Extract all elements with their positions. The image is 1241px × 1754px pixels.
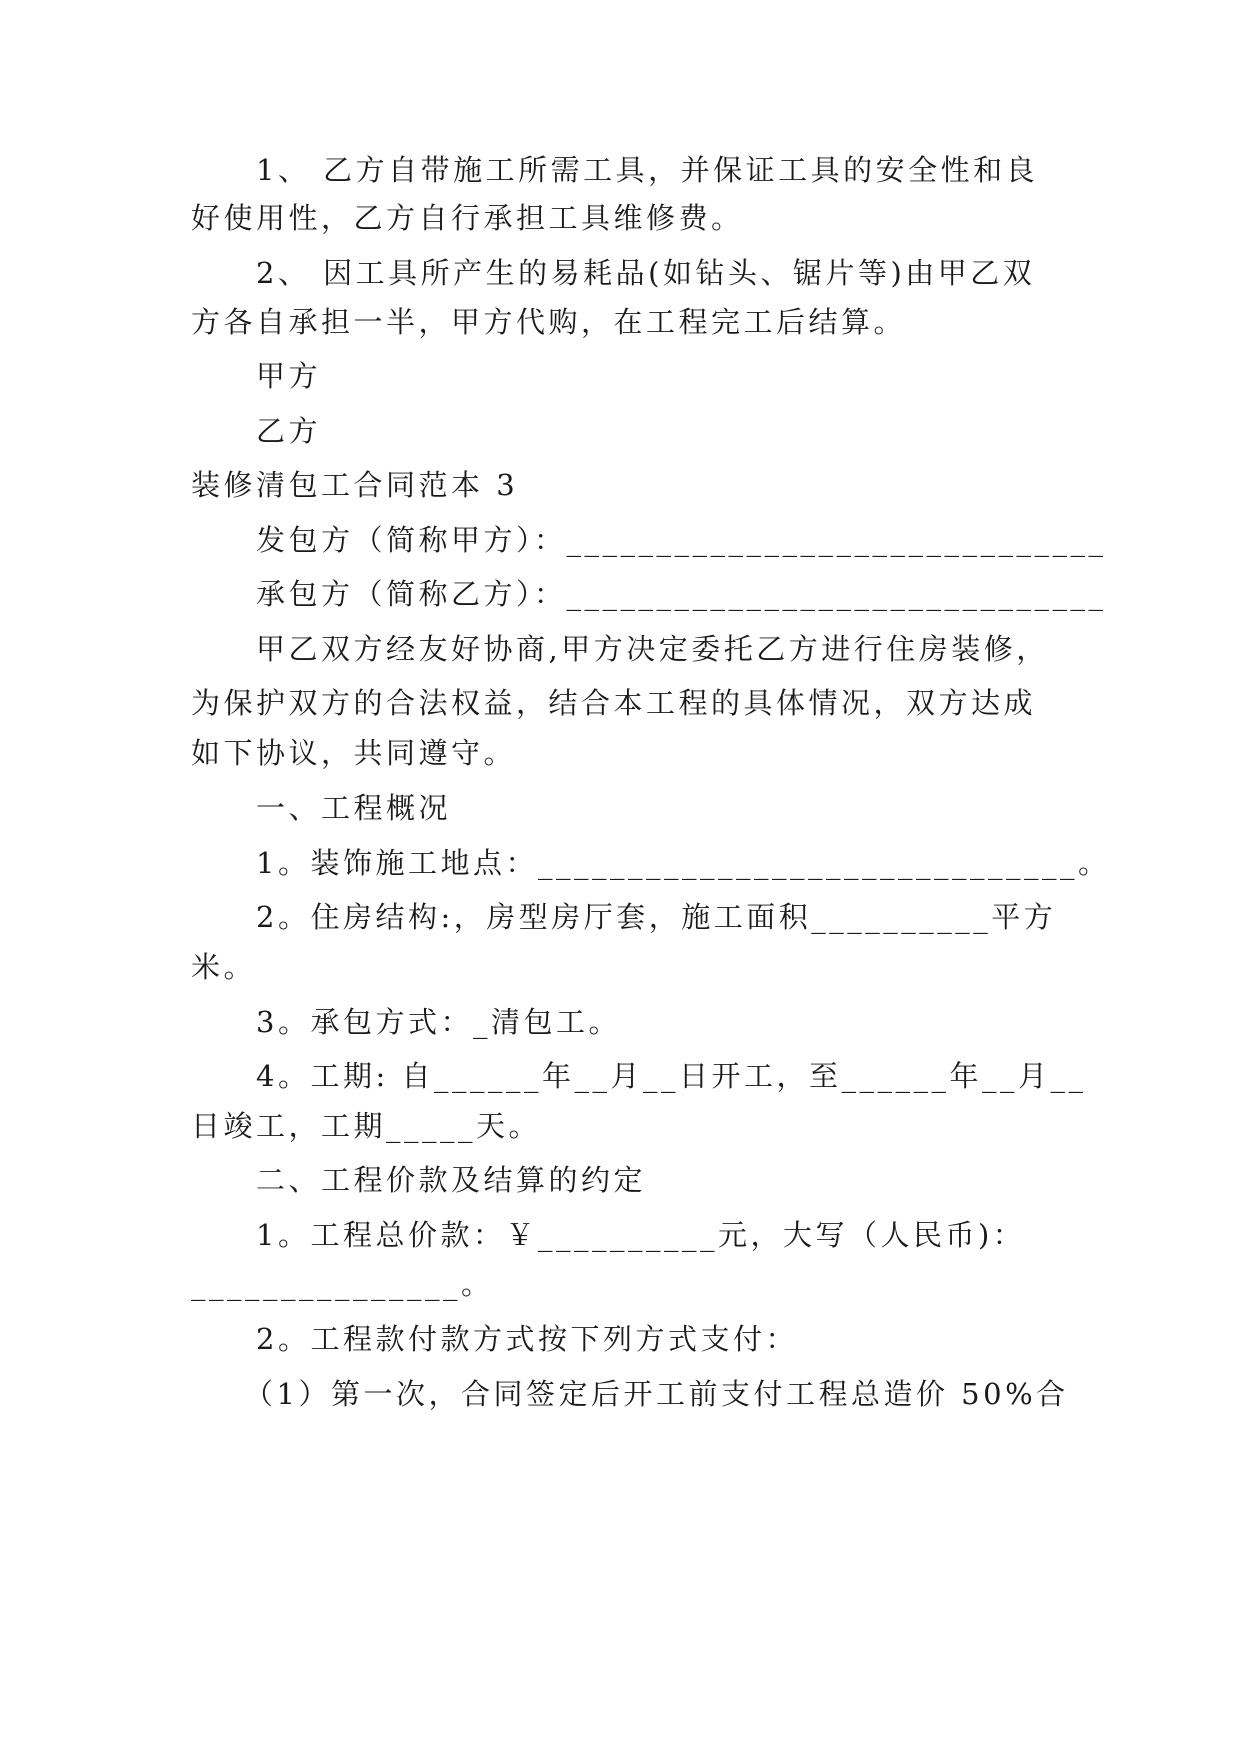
item-site-location: 1。装饰施工地点：______________________________。 <box>256 846 1111 880</box>
item-schedule-line-2: 日竣工，工期_____天。 <box>191 1109 542 1143</box>
item-structure-line-1: 2。住房结构:，房型房厅套，施工面积__________平方 <box>256 900 1057 934</box>
clause-2-line-2: 方各自承担一半，甲方代购，在工程完工后结算。 <box>191 305 907 339</box>
heading-project-overview: 一、工程概况 <box>256 791 452 825</box>
payment-step-1: （1）第一次，合同签定后开工前支付工程总造价 50%合 <box>244 1377 1069 1411</box>
contractor-field: 承包方（简称乙方）：______________________________ <box>256 577 1107 611</box>
preamble-line-2: 为保护双方的合法权益，结合本工程的具体情况，双方达成 <box>191 686 1037 720</box>
item-payment-method: 2。工程款付款方式按下列方式支付： <box>256 1322 798 1356</box>
item-schedule-line-1: 4。工期: 自______年__月__日开工，至______年__月__ <box>256 1059 1087 1093</box>
clause-1-line-2: 好使用性，乙方自行承担工具维修费。 <box>191 201 744 235</box>
item-total-price-line-1: 1。工程总价款：￥__________元，大写（人民币)： <box>256 1218 1026 1252</box>
item-structure-line-2: 米。 <box>191 950 257 984</box>
preamble-line-1: 甲乙双方经友好协商,甲方决定委托乙方进行住房装修， <box>256 632 1049 666</box>
heading-price-settlement: 二、工程价款及结算的约定 <box>256 1163 647 1197</box>
item-total-price-line-2: _______________。 <box>191 1267 494 1301</box>
clause-2-line-1: 2、 因工具所产生的易耗品(如钻头、锯片等)由甲乙双 <box>256 256 1036 290</box>
section-title: 装修清包工合同范本 3 <box>191 468 519 502</box>
preamble-line-3: 如下协议，共同遵守。 <box>191 736 517 770</box>
party-a-signature-label: 甲方 <box>256 359 322 393</box>
party-b-signature-label: 乙方 <box>256 414 322 448</box>
clause-1-line-1: 1、 乙方自带施工所需工具，并保证工具的安全性和良 <box>256 153 1039 187</box>
item-contract-mode: 3。承包方式：_清包工。 <box>256 1005 621 1039</box>
employer-field: 发包方（简称甲方）：______________________________ <box>256 523 1107 557</box>
